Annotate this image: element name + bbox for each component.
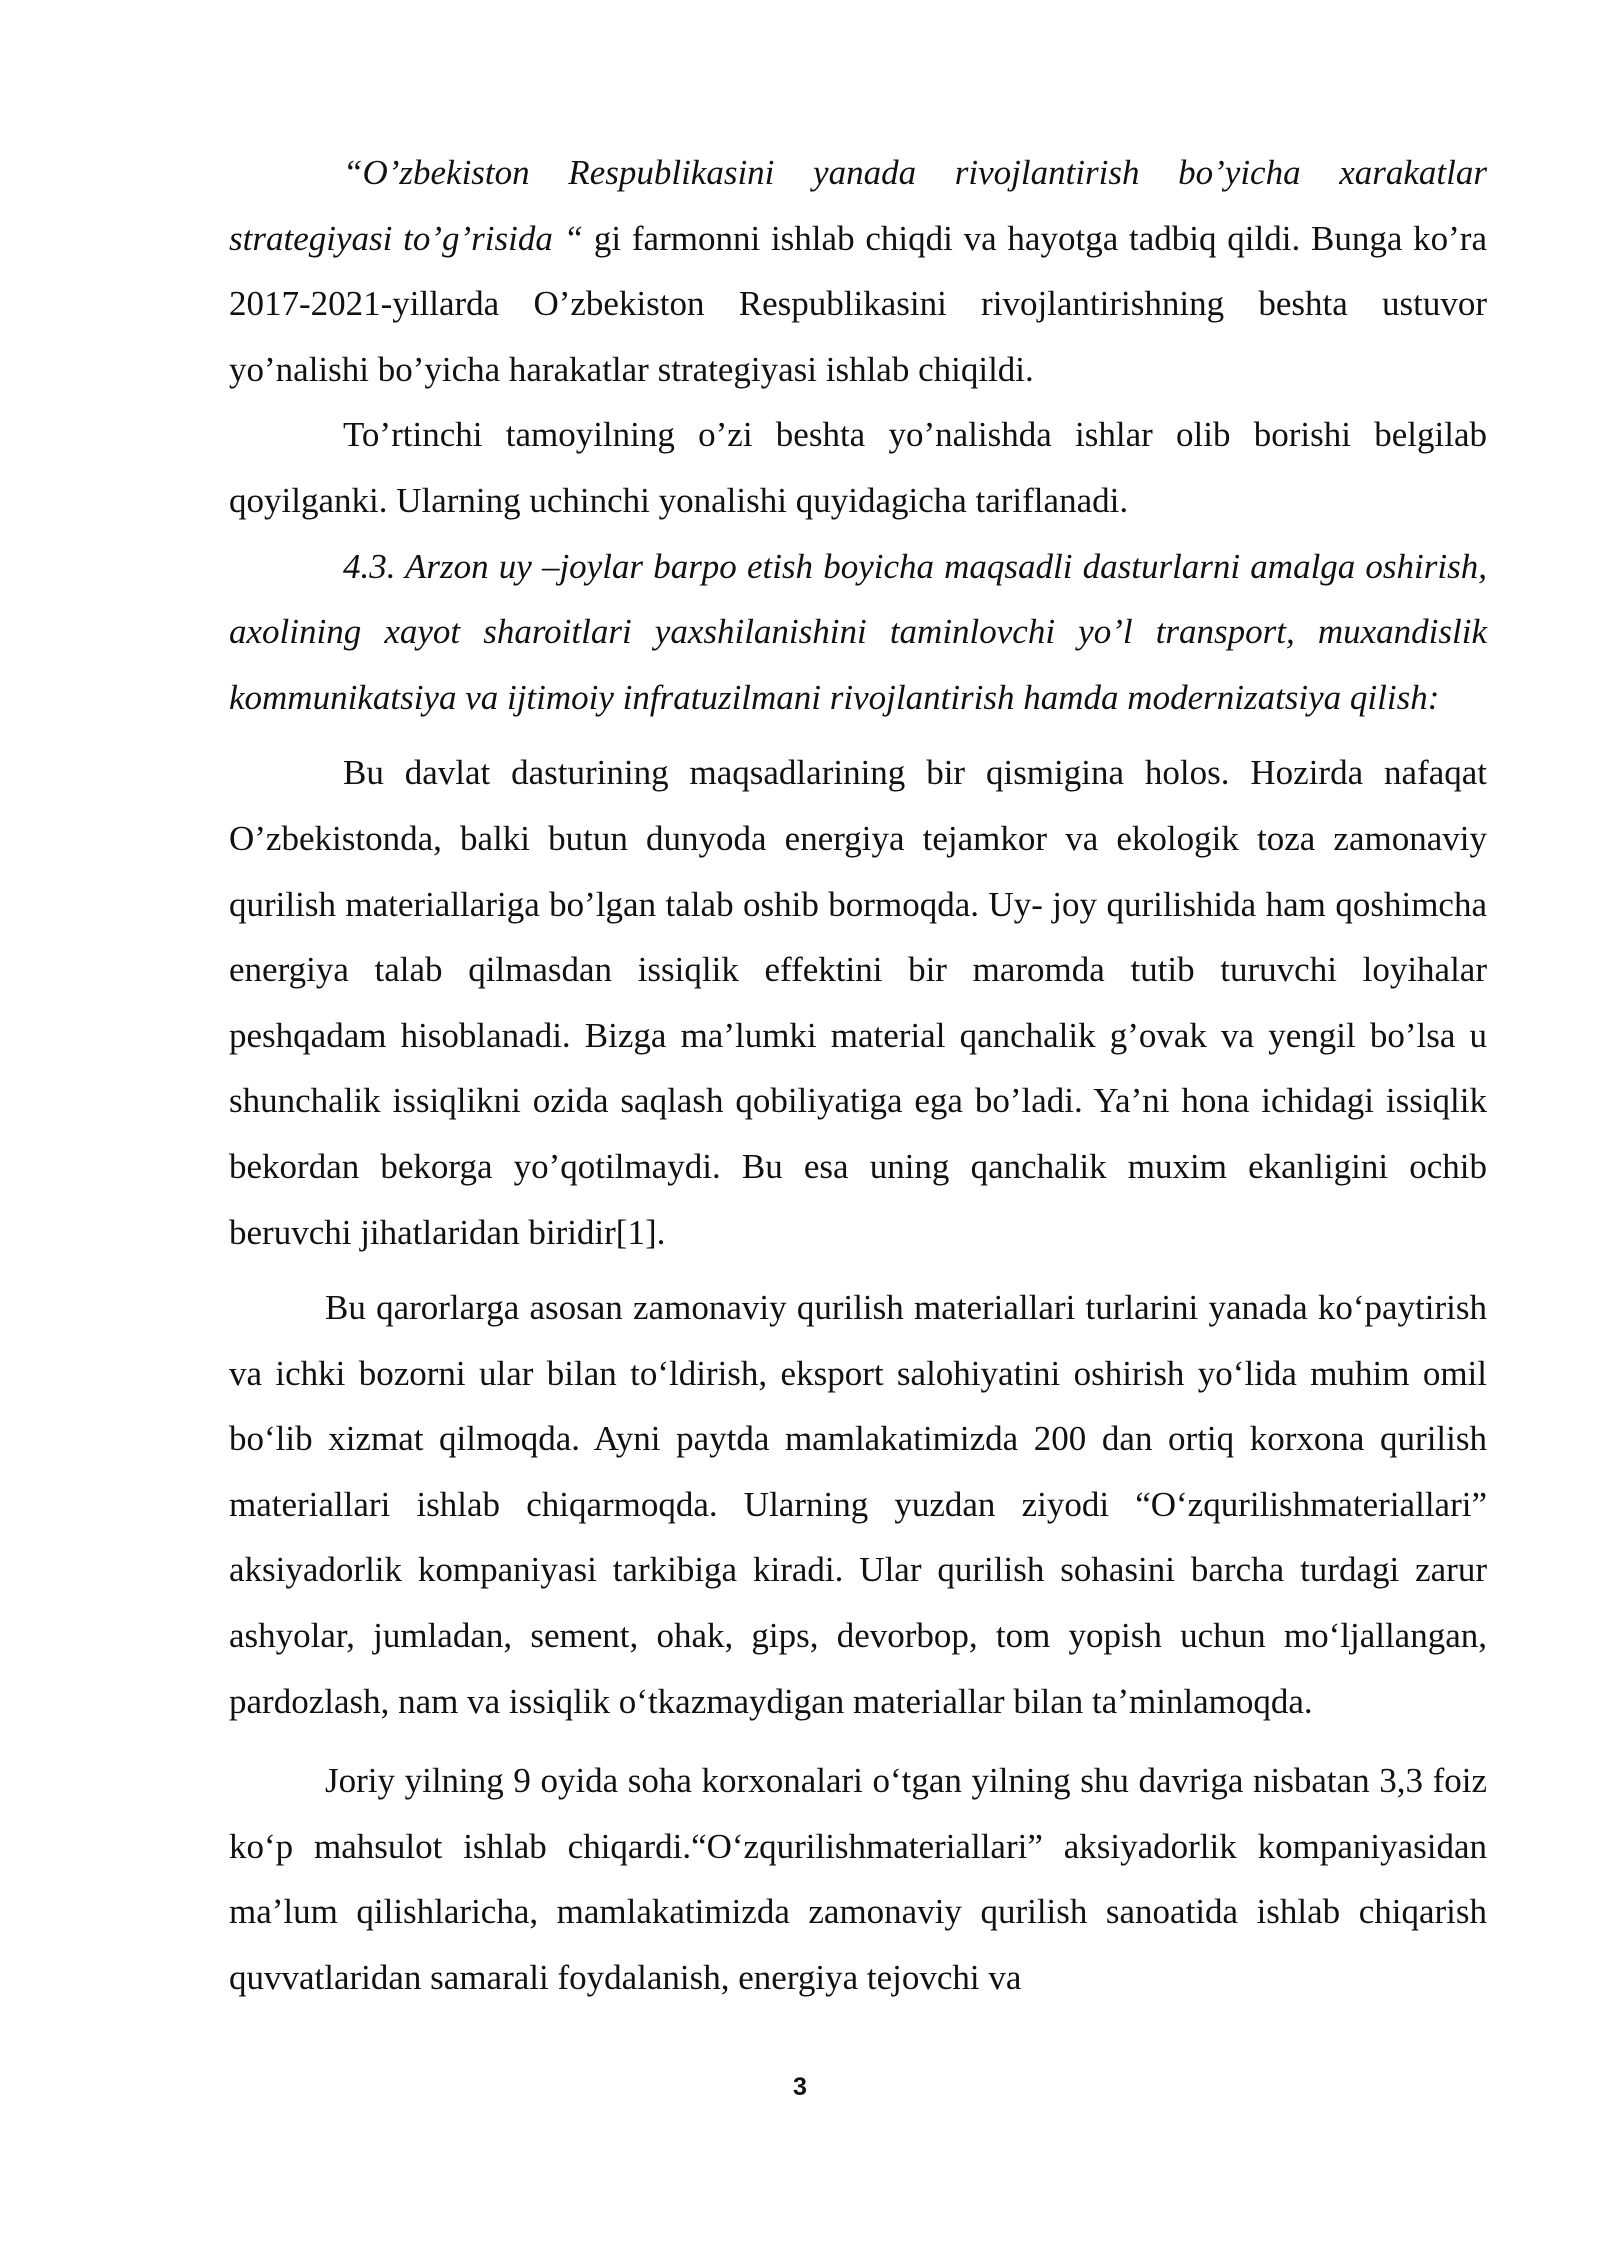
paragraph-strategy-text: gi farmonni ishlab chiqdi va hayotga tadbiq qildi. Bunga ko’ra 2017-2021-yillarda O’zbekiston Respublikasini rivojlantirishning beshta ustuvor yo’nalishi bo’yicha harakatlar strategiyasi ishlab chiqildi. [229,218,1487,389]
document-page [229,140,1487,2011]
paragraph-strategy-decree [229,140,1487,402]
paragraph-building-materials: Bu qarorlarga asosan zamonaviy qurilish materiallari turlarini yanada koʻpaytirish va ichki bozorni ular bilan toʻldirish, eksport salohiyatini oshirish yoʻlida muhim omil boʻlib xizmat qilmoqda. Ayni paytda mamlakatimizda 200 dan ortiq korxona qurilish materiallari ishlab chiqarmoqda. Ularning yuzdan ziyodi “Oʻzqurilishmateriallari” aksiyadorlik kompaniyasi tarkibiga kiradi. Ular qurilish sohasini barcha turdagi zarur ashyolar, jumladan, sement, ohak, gips, devorbop, tom yopish uchun moʻljallangan, pardozlash, nam va issiqlik oʻtkazmaydigan materiallar bilan taʼminlamoqda. [229,1288,1487,1721]
paragraph-energy-efficiency: Bu davlat dasturining maqsadlarining bir qismigina holos. Hozirda nafaqat O’zbekistonda, balki butun dunyoda energiya tejamkor va ekologik toza zamonaviy qurilish materiallariga bo’lgan talab oshib bormoqda. Uy- joy qurilishida ham qoshimcha energiya talab qilmasdan issiqlik effektini bir maromda tutib turuvchi loyihalar peshqadam hisoblanadi. Bizga ma’lumki material qanchalik g’ovak va yengil bo’lsa u shunchalik issiqlikni ozida saqlash qobiliyatiga ega bo’ladi. Ya’ni hona ichidagi issiqlik bekordan bekorga yo’qotilmaydi. Bu esa uning qanchalik muxim ekanligini ochib beruvchi jihatlaridan biridir[1]. [229,753,1487,1252]
paragraph-production-growth: Joriy yilning 9 oyida soha korxonalari oʻtgan yilning shu davriga nisbatan 3,3 foiz koʻp mahsulot ishlab chiqardi.“Oʻzqurilishmateriallari” aksiyadorlik kompaniyasidan maʼlum qilishlaricha, mamlakatimizda zamonaviy qurilish sanoatida ishlab chiqarish quvvatlaridan samarali foydalanish, energiya tejovchi va [229,1761,1487,1998]
page-number: 3 [793,2073,807,2101]
paragraph-section-4-3: 4.3. Arzon uy –joylar barpo etish boyicha maqsadli dasturlarni amalga oshirish, axolining xayot sharoitlari yaxshilanishini taminlovchi yo’l transport, muxandislik kommunikatsiya va ijtimoiy infratuzilmani rivojlantirish hamda modernizatsiya qilish: [229,546,1487,717]
decree-title: “O’zbekiston Respublikasini yanada rivojlantirish bo’yicha xarakatlar strategiyasi to’g’risida “ [229,153,1487,258]
paragraph-fourth-principle: To’rtinchi tamoyilning o’zi beshta yo’nalishda ishlar olib borishi belgilab qoyilganki. Ularning uchinchi yonalishi quyidagicha tariflanadi. [229,415,1487,520]
